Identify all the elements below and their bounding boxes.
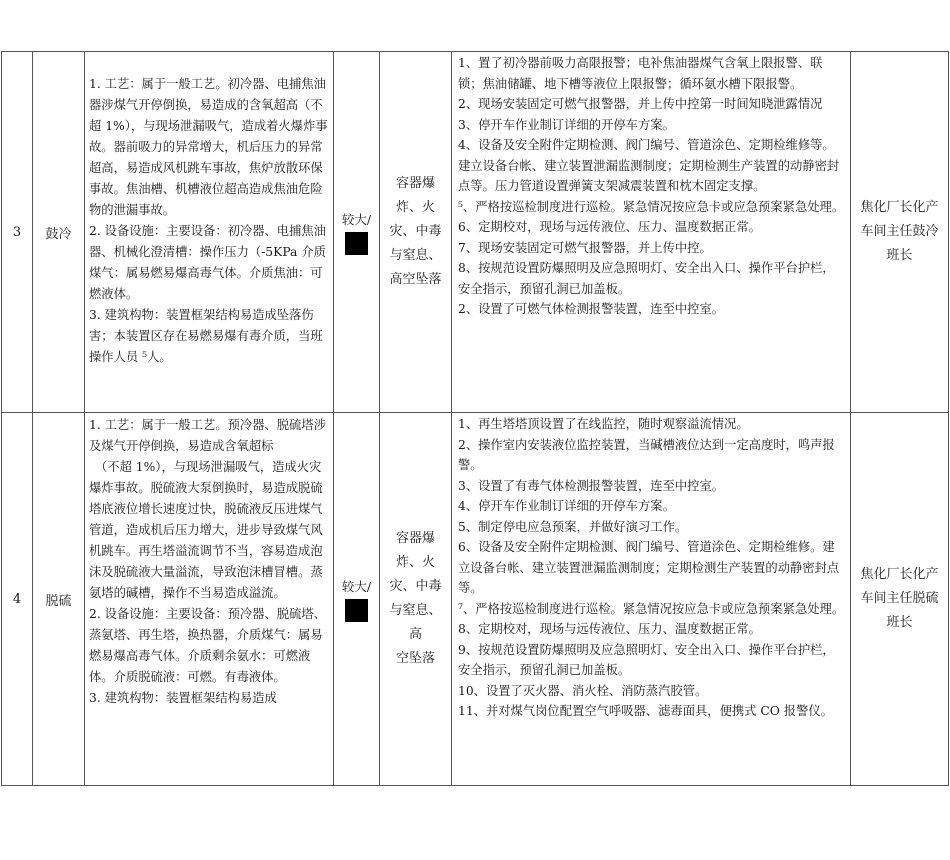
responsible-person	[851, 52, 949, 413]
measure-item: 11、并对煤气岗位配置空气呼吸器、滤毒面具，便携式 CO 报警仪。	[458, 704, 833, 718]
description-paragraph: 1. 工艺：属于一般工艺。初冷器、电捕焦油器涉煤气开停倒换，易造成的含氧超高（不超 1%），与现场泄漏吸气，造成着火爆炸事故。器前吸力的异常增大，机后压力的异常超高，易造成风机跳车事故，焦炉放散环保事故。焦油槽、机槽液位超高造成焦油危险物的泄漏事故。	[89, 77, 328, 217]
description-paragraph: 1. 工艺：属于一般工艺。预冷器、脱硫塔涉及煤气开停倒换，易造成含氧超标	[89, 418, 326, 453]
accident-line: 高空坠落	[389, 272, 442, 287]
accident-line: 与窒息、	[389, 248, 442, 263]
measure-item: 3、设置了有毒气体检测报警装置，连至中控室。	[458, 478, 725, 493]
measure-item: 3、停开车作业制订详细的开停车方案。	[458, 117, 675, 132]
row-number: 4	[2, 413, 33, 786]
responsible-line: 班长	[886, 615, 913, 630]
measure-item: 6、设备及安全附件定期检测、阀门编号、管道涂色、定期检维修。建立设备台帐、建立装置泄漏监测制度；定期检测生产装置的动静密封点等。	[458, 540, 840, 595]
accident-line: 炸、火	[395, 200, 435, 215]
measure-item: 2、现场安装固定可燃气报警器，并上传中控第一时间知晓泄露情况	[458, 97, 823, 111]
measure-item: 7、现场安装固定可燃气报警器，并上传中控。	[458, 240, 712, 255]
unit-name: 鼓冷	[33, 52, 85, 413]
risk-table	[1, 51, 949, 786]
measure-item: ⁵、严格按巡检制度进行巡检。紧急情况按应急卡或应急预案紧急处理。	[458, 199, 845, 214]
accident-line: 灾、中毒	[389, 224, 442, 239]
risk-color-block	[345, 232, 368, 255]
accident-types	[380, 52, 452, 413]
measure-item: ⁷、严格按巡检制度进行巡检。紧急情况按应急卡或应急预案紧急处理。	[458, 601, 845, 616]
measure-item: 9、按规范设置防爆照明及应急照明灯、安全出入口、操作平台护栏，安全指示，预留孔洞已加盖板。	[458, 642, 835, 677]
accident-line: 容器爆	[395, 531, 435, 546]
responsible-line: 焦化厂长化产	[860, 567, 939, 582]
measure-item: 2、操作室内安装液位监控装置，当碱槽液位达到一定高度时，鸣声报警。	[458, 437, 835, 472]
responsible-person	[851, 413, 949, 786]
measure-item: 4、停开车作业制订详细的开停车方案。	[458, 499, 675, 513]
hazard-description	[85, 413, 334, 786]
accident-line: 空坠落	[395, 651, 435, 666]
table-row	[2, 413, 949, 786]
risk-color-block	[345, 599, 368, 622]
measure-item: 8、定期校对，现场与远传液位、压力、温度数据正常。	[458, 622, 761, 636]
control-measures	[452, 52, 851, 413]
measure-item: 10、设置了灭火器、消火栓、消防蒸汽胶管。	[458, 683, 708, 698]
responsible-line: 车间主任鼓冷	[860, 224, 939, 239]
measure-item: 4、设备及安全附件定期检测、阀门编号、管道涂色、定期检维修等。建立设备台帐、建立装置泄漏监测制度；定期检测生产装置的动静密封点等。压力管道设置弹簧支架减震装置和枕木固定支撑。	[458, 138, 840, 193]
description-paragraph: （不超 1%），与现场泄漏吸气，造成火灾爆炸事故。脱硫液大泵倒换时，易造成脱硫塔底液位增长速度过快，脱硫液反压进煤气管道，造成机后压力增大，进步导致煤气风机跳车。再生塔溢流调节不当，容易造成泡沫及脱硫液大量溢流，导致泡沫槽冒槽。蒸氨塔的碱槽，操作不当易造成溢流。	[89, 460, 323, 600]
accident-line: 与窒息、	[389, 603, 442, 618]
measure-item: 1、再生塔塔顶设置了在线监控，随时观察溢流情况。	[458, 417, 749, 431]
measure-item: 6、定期校对，现场与远传液位、压力、温度数据正常。	[458, 220, 761, 234]
accident-line: 灾、中毒	[389, 579, 442, 594]
description-paragraph: 3. 建筑构物：装置框架结构易造成	[89, 691, 277, 705]
unit-name: 脱硫	[33, 413, 85, 786]
responsible-line: 班长	[886, 248, 913, 263]
risk-level-label: 较大/	[341, 578, 372, 594]
risk-level-cell	[334, 413, 380, 786]
measure-item: 2、设置了可燃气体检测报警装置，连至中控室。	[458, 302, 725, 316]
description-paragraph: 2. 设备设施：主要设备：预冷器、脱硫塔、蒸氨塔、再生塔，换热器，介质煤气：属易燃易爆高毒气体。介质剩余氨水：可燃液体。介质脱硫液：可燃。有毒液体。	[89, 607, 326, 684]
risk-level-label: 较大/	[341, 211, 372, 227]
responsible-line: 车间主任脱硫	[860, 591, 939, 606]
row-number: 3	[2, 52, 33, 413]
accident-line: 炸、火	[395, 555, 435, 570]
accident-types	[380, 413, 452, 786]
accident-line: 高	[408, 627, 422, 642]
description-paragraph: 3. 建筑构物：装置框架结构易造成坠落伤害；本装置区存在易燃易爆有毒介质，当班操作人员 ⁵人。	[89, 308, 323, 364]
hazard-description	[85, 52, 334, 413]
measure-item: 8、按规范设置防爆照明及应急照明灯、安全出入口、操作平台护栏，安全指示，预留孔洞已加盖板。	[458, 261, 835, 296]
description-paragraph: 2. 设备设施：主要设备：初冷器、电捕焦油器、机械化澄清槽：操作压力（-5KPa 介质煤气：属易燃易爆高毒气体。介质焦油：可燃液体。	[89, 224, 326, 301]
risk-level-cell	[334, 52, 380, 413]
accident-line: 容器爆	[395, 176, 435, 191]
table-row	[2, 52, 949, 413]
responsible-line: 焦化厂长化产	[860, 200, 939, 215]
measure-item: 1、置了初冷器前吸力高限报警；电补焦油器煤气含氧上限报警、联锁；焦油储罐、地下槽等液位上限报警；循环氨水槽下限报警。	[458, 56, 823, 91]
control-measures	[452, 413, 851, 786]
measure-item: 5、制定停电应急预案，并做好演习工作。	[458, 519, 688, 534]
